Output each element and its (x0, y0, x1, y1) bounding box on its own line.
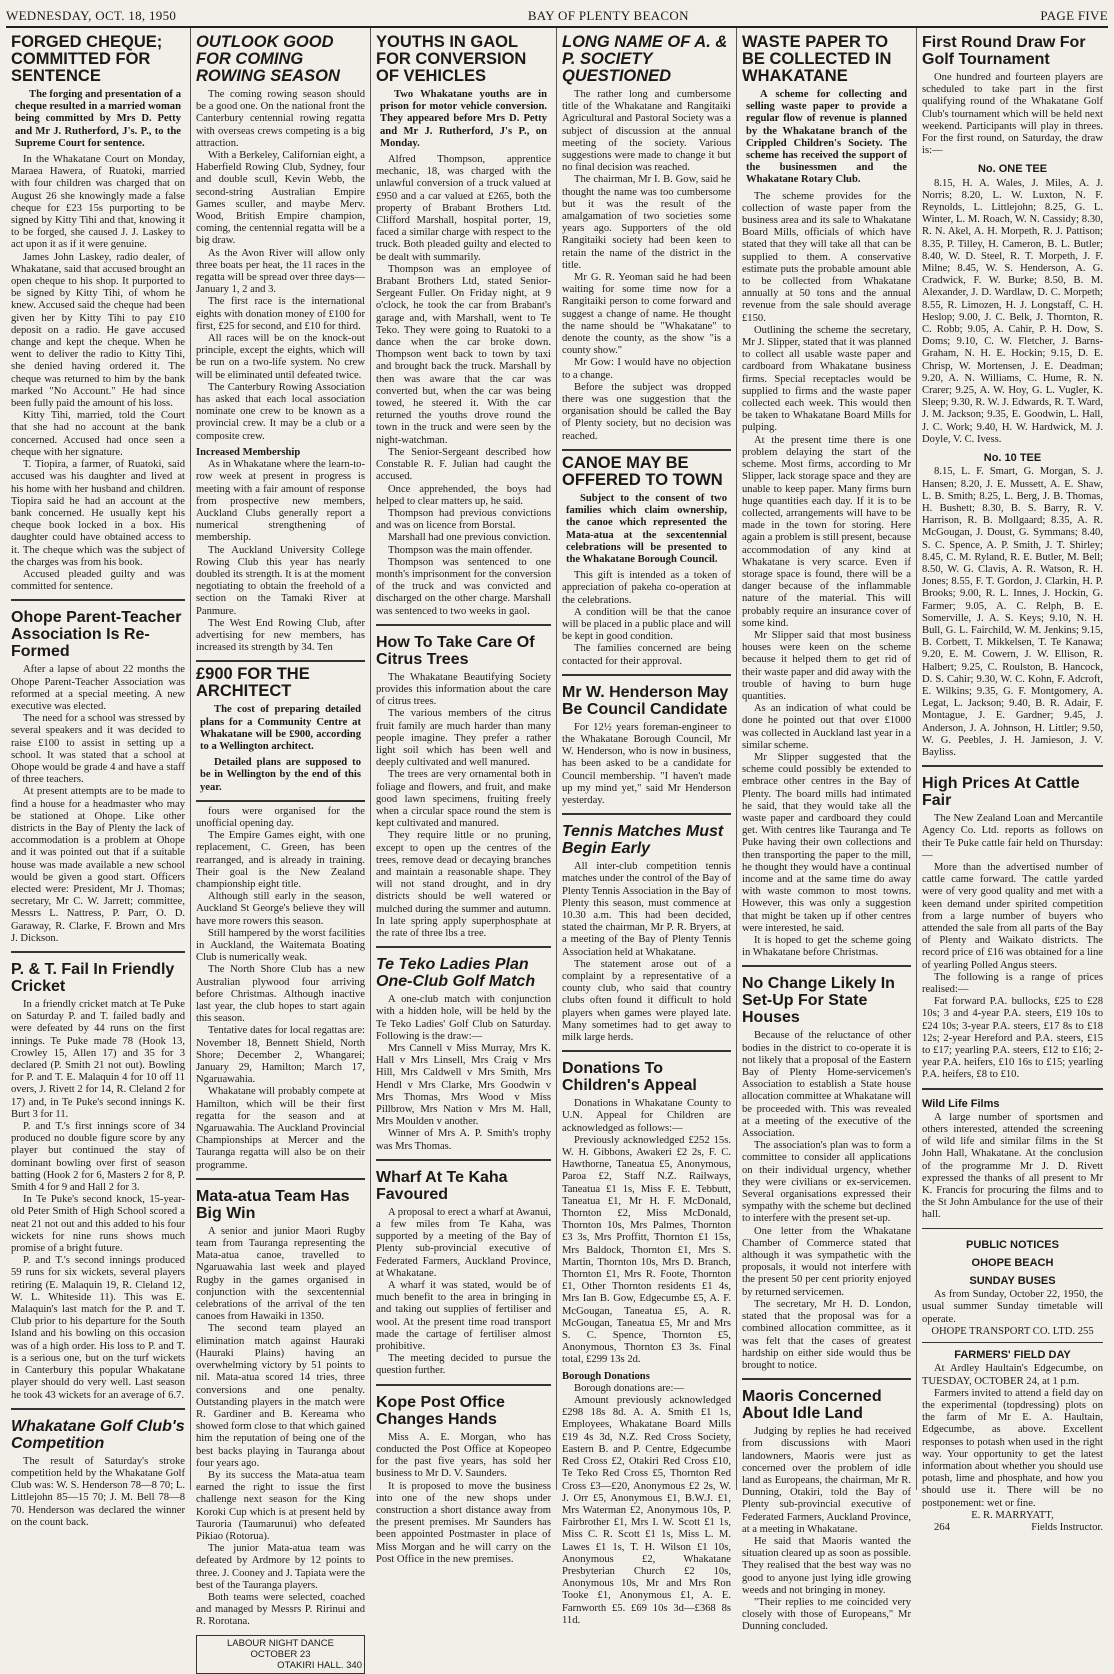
paragraph: 8.15, H. A. Wales, J. Miles, A. J. Norris; 8.20, L. W. Luxton, N. F. Reynolds, L. Littlejohn; 8.25, G. L. Winter, L. M. Roach, W. N. Cassidy; 8.30, R. N. Akel, A. H. Morpeth, R. J. Pattison; 8.35, P. Tilley, H. Cameron, B. L. Butler; 8.40, W. D. Steel, R. T. Morpeth, J. F. Milne; 8.45, W. S. Henderson, A. G. Cradwick, F. W. Burke; 8.50, B. M. Alexander, J. D. Wardlaw, D. C. Morpeth; 8.55, R. Limozen, H. J. Longstaff, C. H. Heslop; 9.00, J. C. Belk, J. Thornton, R. C. Robb; 9.05, A. Cahir, P. H. Dow, S. Doms; 9.10, C. W. Fletcher, J. Barns-Graham, N. H. E. Hockin; 9.15, D. E. Chrisp, W. Mortensen, J. E. Deadman; 9.20, A. N. Williams, C. Hume, R. N. Crarer; 9.25, A. W. Hoy, G. L. Vugler, K. Sleep; 9.30, R. W. J. Edwards, R. T. Ward, J. M. Jackson; 9.35, E. Goodwin, L. Hall, J. C. Work; 9.40, H. W. Hardwick, M. J. Doyle, V. C. Ivess. (922, 177, 1103, 445)
paragraph: The West End Rowing Club, after advertising for new members, has increased its strength by 34. Ten (196, 617, 365, 654)
ad-date: OCTOBER 23 (250, 1648, 311, 1660)
column-4 (557, 28, 737, 1626)
headline-idle-land: Maoris Concerned About Idle Land (742, 1388, 882, 1423)
lede: Detailed plans are supposed to be in Wellington by the end of this year. (200, 757, 361, 793)
paragraph: Marshall had one previous conviction. (388, 532, 551, 544)
lede: The forging and presentation of a cheque resulted in a married woman being committed by Mrs D. Petty and Mr J. Rutherford, J's. P., to the Supreme Court for sentence. (15, 89, 181, 149)
paragraph: Whakatane will probably compete at Hamilton, which will be their first regatta for the season and at Ngaruawahia. The Auckland Provincial Championships at Mercer and the Tauranga regatta will also be on their programme. (196, 1086, 365, 1171)
paragraph: A senior and junior Maori Rugby team from Tauranga representing the Mata-atua canoe, travelled to Ngaruawahia last week and played Rugby in the games organised in conjunction with the sexcentennial celebrations of the arrival of the ten canoes from Hawaiki in 1350. (196, 1225, 365, 1323)
paragraph: After a lapse of about 22 months the Ohope Parent-Teacher Association was reformed at a special meeting. A new executive was elected. (11, 664, 185, 712)
issue-date: WEDNESDAY, OCT. 18, 1950 (6, 8, 177, 23)
paragraph: The rather long and cumbersome title of the Whakatane and Rangitaiki Agricultural and Pastoral Society was a subject of discussion at the annual meeting of the society. Various suggestions were made to change it but no final decision was reached. (562, 89, 731, 174)
paragraph: P. and T.'s first innings score of 34 produced no double figure score by any player but continued the stay of dominant bowling over first of season batting (Hook 2 for 6, Masters 2 for 8, P. Smith 4 for 9 and Hall 2 for 3. (11, 1121, 185, 1194)
ad-number: 340 (346, 1659, 362, 1671)
paragraph: Once apprehended, the boys had helped to clear matters up, he said. (376, 483, 551, 507)
lede: Two Whakatane youths are in prison for motor vehicle conversion. They appeared before Mrs D. Petty and Mr J. Rutherford, J's P., on Monday. (380, 89, 547, 149)
paragraph: They require little or no pruning, except to open up the centres of the trees, remove dead or decaying branches and maintain a reasonable shape. They will not stand drought, and in dry districts should be well watered or mulched during the summer and autumn. In late spring apply superphosphate at the rate of three lbs a tree. (376, 830, 551, 939)
paragraph: The meeting decided to pursue the question further. (376, 1353, 551, 1377)
paragraph: Tentative dates for local regattas are: November 18, Bennett Shield, North Shore; December 2, Whangarei; January 29, Hamilton; March 17, Ngaruawahia. (196, 1025, 365, 1086)
paragraph: P. and T.'s second innings produced 59 runs for six wickets, several players retiring (E. Malaquin 19, R. Cleland 12, W. L. Whiteside 11). This was E. Malaquin's last match for the P. and T. Club prior to his departure for the South Island and his bowling on this occasion was of a high order. His loss to P. and T. is a serious one, but on the turf wickets in Canterbury this popular Whakatane player should do very well. Last season he took 43 wickets for an average of 6.7. (11, 1255, 185, 1401)
notice-number: 264 (934, 1521, 950, 1533)
headline-society-name: LONG NAME OF A. & P. SOCIETY QUESTIONED (562, 33, 728, 85)
notices-heading: PUBLIC NOTICES (966, 1238, 1059, 1251)
headline-te-teko-golf: Te Teko Ladies Plan One-Club Golf Match (376, 956, 536, 991)
headline-wharf: Wharf At Te Kaha Favoured (376, 1168, 508, 1203)
paragraph: Judging by replies he had received from discussions with Maori landowners, Maoris were just as concerned over the problem of idle land as Europeans, the chairman, Mr R. Dunning, Otakiri, told the Bay of Plenty sub-provincial executive of Federated Farmers, Auckland Province, at a meeting in Whakatane. (742, 1426, 911, 1535)
paragraph: fours were organised for the unofficial opening day. (196, 805, 365, 829)
paragraph: Mr G. R. Yeoman said he had been waiting for some time now for a Rangitaiki person to come forward and suggest a change of name. He thought the name should be "Whakatane" to denote the county, as the show "is a county show." (562, 272, 731, 357)
paragraph: As in Whakatane where the learn-to-row week at present in progress is meeting with a fair amount of response from prospective new members, Auckland Clubs generally report a numerical strengthening of membership. (196, 459, 365, 544)
paragraph: The second team played an elimination match against Hauraki (Hauraki Plains) having an overwhelming victory by 51 points to nil. Mata-atua scored 14 tries, three conversions and one penalty. Outstanding players in the match were R. Gardiner and B. Kereama who showed form close to that which gained him the reputation of being one of the best backs playing in Tauranga about four years ago. (196, 1323, 365, 1469)
paragraph: More than the advertised number of cattle came forward. The cattle yarded were of very good quality and met with a keen demand under spirited competition from a large number of buyers who attended the sale from all parts of the Bay of Plenty and Waikato districts. The record price of £16 was obtained for a line of yearling Polled Angus steers. (922, 861, 1103, 971)
paragraph: The junior Mata-atua team was defeated by Ardmore by 12 points to three. J. Cooney and J. Tapiata were the best of the Tauranga players. (196, 1543, 365, 1591)
paragraph: A one-club match with conjunction with a hidden hole, will be held by the Te Teko Ladies' Golf Club on Saturday. Following is the draw:— (376, 994, 551, 1042)
paragraph: Alfred Thompson, apprentice mechanic, 18, was charged with the unlawful conversion of a truck valued at £950 and a car valued at £265, both the property of Brabant Brothers Ltd. Clifford Marshall, hospital porter, 19, faced a similar charge with respect to the truck. Both pleaded guilty and elected to be dealt with summarily. (376, 154, 551, 263)
paragraph: It is hoped to get the scheme going in Whakatane before Christmas. (742, 935, 911, 959)
divider (562, 674, 731, 676)
paragraph: The various members of the citrus fruit family are much harder than many people imagine. They prefer a rather light soil which has been well and deeply cultivated and well manured. (376, 708, 551, 769)
paragraph: Miss A. E. Morgan, who has conducted the Post Office at Kopeopeo for the past five years, has sold her business to Mr D. V. Saunders. (376, 1431, 551, 1480)
divider (922, 1088, 1103, 1090)
dance-advertisement (196, 1635, 365, 1674)
divider (562, 1050, 731, 1052)
paragraph: At present attempts are to be made to find a house for a headmaster who may be stationed at Ohope. Like other districts in the Bay of Plenty the lack of accommodation is a problem at Ohope and it was pointed out that if a suitable house was made available a new school would be given a good start. Officers elected were: President, Mr J. Thomas; secretary, Mr C. W. Jarrett; committee, Messrs L. Nattress, P. Parr, O. D. Garaway, R. Clarke, F. Brown and Mrs J. Dickson. (11, 786, 185, 944)
paragraph: Outlining the scheme the secretary, Mr J. Slipper, stated that it was planned to collect all usable waste paper and cardboard from Whakatane business firms. Special receptacles would be supplied to firms and the waste paper collected each week. This would then be taken to Whakatane Board Mills for pulping. (742, 324, 911, 434)
paragraph: Thompson was an employee of Brabant Brothers Ltd, stated Senior-Sergeant Fuller. On Friday night, at 9 o'clock, he took the car from Brabant's garage and, with Marshall, went to Te Teko. They were going to Ruatoki to a dance when the car broke down. Thompson went back to town by taxi and brought back the truck. Marshall by then was aware that the car was converted but, when the car was being towed, he steered it. With the car returned the youths drove round the town in the truck and were seen by the night-watchman. (376, 263, 551, 446)
column-1 (6, 28, 191, 1528)
paragraph: The New Zealand Loan and Mercantile Agency Co. Ltd. reports as follows on their Te Puke cattle fair held on Thursday:— (922, 813, 1103, 861)
paragraph: In a friendly cricket match at Te Puke on Saturday P. and T. failed badly and were defeated by 44 runs on the first innings. Te Puke made 78 (Hook 13, Crowley 15, Allen 17) and 35 for 3 declared (P. Smith 21 not out). Bowling for P. and T. E. Malaquin 4 for 10 off 11 overs, J. Rivett 2 for 14, R. Cleland 2 for 17) and, in Te Puke's second innings K. Burt 3 for 11. (11, 999, 185, 1120)
notice-text: Farmers invited to attend a field day on the experimental (topdressing) plots on the farm of Mr E. A. Haultain, Edgecumbe, as above. Excellent responses to potash when used in the right way. Your opportunity to get the latest information about whether you should use potash, lime and phosphate, and how you should use it. There will be no postponement: wet or fine. (922, 1387, 1103, 1509)
paragraph: "Their replies to me coincided very closely with those of Europeans," Mr Dunning concluded. (742, 1596, 911, 1633)
notice-signoff (922, 1326, 1103, 1338)
column-6 (917, 28, 1108, 1533)
paragraph: Before the subject was dropped there was one suggestion that the organisation should be called the Bay of Plenty society, but no decision was reached. (562, 381, 731, 442)
paragraph: By its success the Mata-atua team earned the right to issue the first challenge next season for the King Koroki Cup which is at present held by Tauroria (Taumarunui) who defeated Pikiao (Rotorua). (196, 1469, 365, 1542)
paragraph: At the present time there is one problem delaying the start of the scheme. Most firms, according to Mr Slipper, lack storage space and they are unable to keep paper. Many firms burn huge quantities each day. If it is to be collected, arrangements will have to be made in the town for storing. Here again a problem is still present, because accommodation of any kind at Whakatane is very scarce. Even if storage space is found, there will be a danger because of the inflammable nature of the material. This will probably require an insurance cover of some kind. (742, 434, 911, 629)
paragraph: Although still early in the season, Auckland St George's believe they will have more rowers this season. (196, 891, 365, 927)
divider (562, 449, 731, 451)
paragraph: He said that Maoris wanted the situation cleared up as soon as possible. They realised that the best way was no good to anyone just lying idle growing weeds and not bringing in money. (742, 1535, 911, 1596)
headline-childrens-appeal: Donations To Children's Appeal (562, 1060, 697, 1095)
paragraph: One letter from the Whakatane Chamber of Commerce stated that although it was sympathetic with the proposals, it would not interfere with the present 50 per cent priority enjoyed by returned servicemen. (742, 1225, 911, 1298)
paragraph: 8.15, L. F. Smart, G. Morgan, S. J. Hansen; 8.20, J. E. Mussett, A. E. Shaw, L. B. Smith; 8.25, L. Berg, J. B. Thomas, H. Bushett; 8.30, B. S. Barry, R. V. Harrison, R. B. Mollgaard; 8.35, A. R. McGougan, J. Doust, G. Symmans; 8.40, S. C. Spence, A. P. Smith, J. T. Shirley; 8.45, C. M. Ryland, R. E. Butler, M. Bell; 8.50, W. G. Clavis, A. R. Watson, R. H. Jones; 8.55, F. T. Gordon, J. Clarkin, H. P. Brooks; 9.00, R. L. Innes, J. Hockin, G. Farmer; 9.05, A. C. Relph, B. E. Somerville, J. A. S. Keys; 9.10, N. H. Bull, G. L. Fairchild, W. M. Jenkins; 9.15, B. Corbett, T. Mikkelsen, T. Te Kanawa; 9.20, E. M. Cowern, J. W. Ellison, R. Halbert; 9.25, C. Roulston, B. Hancock, D. S. Cahir; 9.30, W. C. Kohn, F. Adcroft, E. Wilkins; 9.35, G. F. Montgomery, A. Legat, L. Jackson; 9.40, B. R. Adair, F. Montague, J. E. Gardner; 9.45, J. Anderson, J. A. Johnson, H. Littler; 9.50, W. G. Peebles, J. H. Jamieson, J. V. Bayliss. (922, 466, 1103, 758)
paragraph: One hundred and fourteen players are scheduled to take part in the first qualifying round of the Whakatane Golf Club's tournament which will be held next weekend. Participants will play in threes. For the first round, on Saturday, the draw is:— (922, 72, 1103, 157)
headline-ohope-pta: Ohope Parent-Teacher Association Is Re-Formed (11, 609, 182, 661)
paragraph: Donations in Whakatane County to U.N. Appeal for Children are acknowledged as follows:— (562, 1098, 731, 1134)
divider (11, 951, 185, 953)
paragraph: Mr Slipper said that most business houses were keen on the scheme because it helped them to get rid of their waste paper and did away with the trouble of having to burn huge quantities. (742, 629, 911, 702)
paragraph: A proposal to erect a wharf at Awanui, a few miles from Te Kaha, was supported by a meeting of the Bay of Plenty sub-provincial executive of Federated Farmers, Auckland Province, at Whakatane. (376, 1206, 551, 1279)
notice-signoff (922, 1522, 1103, 1534)
paragraph: Mrs Cannell v Miss Murray, Mrs K. Hall v Mrs Linsell, Mrs Craig v Mrs Hill, Mrs Caldwell v Mrs Smith, Mrs Hendl v Mrs Clarke, Mrs Goodwin v Mrs Thomas, Mrs Wood v Miss Pillbrow, Mrs Nation v Mrs M. Hall, Mrs Moulden v another. (376, 1043, 551, 1128)
notice-company: OHOPE TRANSPORT CO. LTD. (931, 1325, 1076, 1337)
paragraph: Mr Gow: I would have no objection to a change. (562, 357, 731, 381)
paragraph: A wharf it was stated, would be of much benefit to the area in bringing in and taking out supplies of fertiliser and wool. At the present time road transport made the cartage of fertiliser almost prohibitive. (376, 1280, 551, 1353)
public-notices (922, 1228, 1103, 1343)
notice-title-role: Fields Instructor. (1031, 1521, 1103, 1533)
headline-tennis: Tennis Matches Must Begin Early (562, 823, 724, 858)
paragraph: Thompson was sentenced to one month's imprisonment for the conversion of the truck and was convicted and discharged on the other charge. Marshall was sentenced to two weeks in gaol. (376, 556, 551, 617)
headline-golf-competition: Whakatane Golf Club's Competition (11, 1417, 185, 1452)
paragraph: Amount previously acknowledged £298 18s 8d. A. A. Smith £1 1s, Employees, Whakatane Board Mills £19 4s 3d, N.Z. Red Cross Society, Eastern B. and P. Centre, Edgecumbe Red Cross £2, Otakiri Red Cross £10, Te Teko Red Cross £5, Thornton Red Cross £3—£20, Anonymous £2 2s, W. J. Orr £5, Anonymous £1, B.W.J. £1, Mrs Waterman £2, Anonymous 10s, P. Fairbrother £1, Mrs I. W. Scott £1 1s, Miss C. R. Scott £1 1s, Miss L. M. Lawes £1 1s, T. H. Wilson £1 10s, Anonymous £2, Whakatane Presbyterian Church £2 10s, Anonymous 10s, Mr and Mrs Ron Tooke £1, Anonymous £1, A. E. Farnworth £5. £69 10s 3d—£368 8s 11d. (562, 1395, 731, 1626)
paragraph: Mr Slipper suggested that the scheme could possibly be extended to embrace other centres in the Bay of Plenty. The board mills had intimated he said, that they would take all the waste paper and cardboard they could get. With centres like Tauranga and Te Puke having their own collections and then transporting the paper to the mill, he thought they would have a continual income and at the same time do away with waste common to most towns. However, this was only a suggestion that might be taken up if other centres were interested, he said. (742, 751, 911, 934)
paragraph: Borough donations are:— (574, 1382, 685, 1394)
column-5 (737, 28, 917, 1633)
paragraph: The coming rowing season should be a good one. On the national front the Canterbury centennial rowing regatta with overseas crews competing is a big attraction. (196, 89, 365, 149)
tee-heading: No. 10 TEE (983, 452, 1042, 465)
headline-rowing: OUTLOOK GOOD FOR COMING ROWING SEASON (196, 33, 340, 85)
headline-youths-gaol: YOUTHS IN GAOL FOR CONVERSION OF VEHICLES (376, 33, 527, 85)
paragraph: Winner of Mrs A. P. Smith's trophy was Mrs Thomas. (376, 1128, 551, 1152)
divider (376, 624, 551, 626)
notice-number: 255 (1077, 1325, 1094, 1337)
paragraph: The families concerned are being contacted for their approval. (562, 643, 731, 667)
subheading: Increased Membership (196, 446, 301, 458)
lede: Subject to the consent of two families which claim ownership, the canoe which represented the Mata-atua at the sexcentennial celebrations will be presented to the Whakatane Borough Council. (566, 492, 727, 565)
paragraph: The first race is the international eights with donation money of £100 for first, £25 for second, and £10 for third. (196, 296, 365, 332)
headline-canoe: CANOE MAY BE OFFERED TO TOWN (562, 453, 723, 489)
tee-heading: No. ONE TEE (977, 163, 1048, 176)
paragraph: Fat forward P.A. bullocks, £25 to £28 10s; 3 and 4-year P.A. steers, £19 10s to £24 10s; 3-year P.A. steers, £17 8s to £18 12s; 2-year Hereford and P.A. steers, £15 to £17; yearling P.A. steers, £12 to £16; 2-year P.A. heifers, £10 16s to £15; yearling P.A. heifers, £8 to £10. (922, 996, 1103, 1081)
divider (196, 800, 365, 802)
paragraph: It is proposed to move the business into one of the new shops under construction a short distance away from the present premises. Mr Saunders has been appointed Postmaster in place of Miss Morgan and he will carry on the Post Office in the new premises. (376, 1480, 551, 1565)
paragraph: The Auckland University College Rowing Club this year has nearly doubled its strength. It is at the moment negotiating to obtain the freehold of a section on the Tamaki River at Panmure. (196, 544, 365, 617)
paragraph: In Te Puke's second knock, 15-year-old Peter Smith of High School scored a neat 21 not out and this added to his four wickets for nine runs shows much promise of a bright future. (11, 1194, 185, 1255)
paragraph: The association's plan was to form a committee to consider all applications on their individual urgency, whether they were civilians or ex-servicemen. Several organisations expressed their sympathy with the scheme but declined to interfere with the present set-up. (742, 1140, 911, 1225)
paragraph: The trees are very ornamental both in foliage and flowers, and fruit, and make good lawn specimens, fruiting freely when a circular space round the stem is kept cultivated and manured. (376, 769, 551, 830)
ad-title: LABOUR NIGHT DANCE (227, 1637, 334, 1649)
notice-text: As from Sunday, October 22, 1950, the usual summer Sunday timetable will operate. (922, 1289, 1103, 1325)
divider (562, 813, 731, 815)
paragraph: With a Berkeley, Californian eight, a Haberfield Rowing Club, Sydney, four and double scull, Kevin Webb, the second-string Australian Empire Games sculler, and maybe Merv. Wood, British Empire champion, coming, the centennial regatta will be a big draw. (196, 150, 365, 247)
paragraph: The secretary, Mr H. D. London, stated that the proposal was for a combined allocation committee, as it was felt that the cases of greatest hardship on either side would thus be brought to notice. (742, 1298, 911, 1371)
paragraph: As the Avon River will allow only three boats per heat, the 11 races in the regatta will be spread over three days—January 1, 2 and 3. (196, 247, 365, 296)
page-number: PAGE FIVE (1040, 8, 1108, 23)
headline-forged-cheque: FORGED CHEQUE; COMMITTED FOR SENTENCE (11, 33, 163, 85)
lede: The cost of preparing detailed plans for a Community Centre at Whakatane will be £900, according to a Wellington architect. (200, 704, 361, 752)
paragraph: The statement arose out of a complaint by a representative of a county club, who said that country clubs often found it difficult to hold players when games were played late. Many sometimes had to get away to milk large herds. (562, 958, 731, 1043)
column-2 (191, 28, 371, 1671)
ad-venue: OTAKIRI HALL. (277, 1659, 344, 1671)
paragraph: James John Laskey, radio dealer, of Whakatane, said that accused brought an open cheque to his shop. It purported to be signed by Kitty Tihi, of whom he knew. Accused said the cheque had been given her by Kitty Tihi to pay £10 deposit on a radio. He gave accused change and kept the cheque. When he went to deliver the radio to Kitty Tihi, she denied having ordered it. The cheque was returned to him by the bank marked "No Account." He had since been fully paid the amount of his loss. (11, 251, 185, 410)
headline-state-houses: No Change Likely In Set-Up For State Houses (742, 975, 895, 1027)
paragraph: Previously acknowledged £252 15s. W. H. Gibbons, Awakeri £2 2s, F. C. Hawthorne, Taneatua £5, Anonymous, Paroa £2, Staff N.Z. Railways, Taneatua £1 1s, Miss F. E. Tebbutt, Taneatua £1, Mr H. F. McDonald, Thornton £2, Miss McDonald, Thornton 10s, Mrs Palmes, Thornton £3 3s, Mrs Proffitt, Thornton £1 15s, Mrs Baldock, Thornton £1, Mrs S. Martin, Thornton 10s, Mrs D. Branch, Thornton £1, Mrs R. Foote, Thornton £1, Other Thornton residents £1 4s, Mrs Ian B. Gow, Edgecumbe £5, A. F. McGougan, Taneatua £5, A. R. McGougan, Taneatua £5, Mr and Mrs S. C. Spence, Thornton £5, Anonymous, Thornton £3 3s. Final total, £299 13s 2d. (562, 1134, 731, 1366)
divider (196, 660, 365, 662)
lede: A scheme for collecting and selling waste paper to provide a regular flow of revenue is planned by the Whakatane branch of the Crippled Children's Society. The scheme has received the support of the businessmen and the Whakatane Rotary Club. (746, 89, 907, 186)
paragraph: For 12½ years foreman-engineer to the Whakatane Borough Council, Mr W. Henderson, who is now in business, has been asked to be a candidate for Council membership. "I haven't made up my mind yet," said Mr Henderson yesterday. (562, 721, 731, 806)
notice-subtitle: SUNDAY BUSES (969, 1275, 1056, 1288)
headline-kope-post-office: Kope Post Office Changes Hands (376, 1393, 505, 1428)
paragraph: T. Tiopira, a farmer, of Ruatoki, said accused was his daughter and lived at his home with her husband and children. Tiopira said he had an account at the bank concerned. He usually kept his cheque book locked in a box. His daughter could have obtained access to it. The cheque which was the subject of the charges was from his book. (11, 459, 185, 568)
headline-cattle-fair: High Prices At Cattle Fair (922, 775, 1080, 810)
divider (742, 1378, 911, 1380)
notice-signoff: E. R. MARRYATT, (971, 1509, 1054, 1521)
headline-cricket: P. & T. Fail In Friendly Cricket (11, 961, 175, 995)
notice-title: OHOPE BEACH (971, 1256, 1054, 1269)
paragraph: The scheme provides for the collection of waste paper from the business area and its sale to Whakatane Board Mills, officials of which have stated that they will take all that can be supplied to them. A conservative estimate puts the probable amount able to be collected from Whakatane annually at 50 tons and the annual revenue from the sale should average £150. (742, 190, 911, 324)
headline-henderson: Mr W. Henderson May Be Council Candidate (562, 683, 729, 718)
headline-golf-draw: First Round Draw For Golf Tournament (922, 34, 1086, 68)
paragraph: Thompson was the main offender. (388, 544, 533, 556)
paragraph: The chairman, Mr I. B. Gow, said he thought the name was too cumbersome but it was the result of the amalgamation of two societies some years ago. Supporters of the old Rangitaiki society had been keen to retain the name of the district in the title. (562, 174, 731, 271)
paragraph: Thompson had previous convictions and was on licence from Borstal. (376, 507, 551, 532)
paragraph: The Senior-Sergeant described how Constable R. F. Julian had caught the accused. (376, 446, 551, 483)
paragraph: The Empire Games eight, with one replacement, C. Green, has been rearranged, and is already in training. Their goal is the New Zealand championship eight title. (196, 830, 365, 890)
headline-citrus: How To Take Care Of Citrus Trees (376, 633, 535, 668)
paragraph: The need for a school was stressed by several speakers and it was decided to raise £100 to assist in setting up a school. It was stated that a school at Ohope would be grade 4 and have a staff of three teachers. (11, 713, 185, 786)
paragraph: Because of the reluctance of other bodies in the district to co-operate it is not likely that a proposal of the Eastern Bay of Plenty Home-servicemen's Association to establish a State house allocation committee at Whakatane will be proceeded with. This was revealed at a meeting of the executive of the Association. (742, 1030, 911, 1140)
paragraph: The North Shore Club has a new Australian plywood four arriving before Christmas. Although inactive last year, the club hopes to start again this season. (196, 964, 365, 1025)
notice-text: At Ardley Haultain's Edgecumbe, on TUESDAY, OCTOBER 24, at 1 p.m. (922, 1363, 1103, 1387)
paragraph: The following is a range of prices realised:— (922, 971, 1103, 996)
headline-mata-atua: Mata-atua Team Has Big Win (196, 1187, 350, 1222)
paragraph: Both teams were selected, coached and managed by Messrs P. Ririnui and R. Rorotana. (196, 1591, 365, 1628)
divider (376, 1159, 551, 1161)
headline-waste-paper: WASTE PAPER TO BE COLLECTED IN WHAKATANE (742, 33, 892, 85)
paragraph: Accused pleaded guilty and was committed for sentence. (11, 568, 185, 593)
headline-architect: £900 FOR THE ARCHITECT (196, 665, 310, 701)
subheading: Borough Donations (562, 1370, 650, 1382)
paragraph: In the Whakatane Court on Monday, Maraea Hawera, of Ruatoki, married with four children was charged that on August 26 she knowingly made a false cheque for £23 15s purporting to be signed by Kitty Tihi and that, knowing it to be forged, she caused J. J. Laskey to act upon it as if it were genuine. (11, 154, 185, 251)
paragraph: The Whakatane Beautifying Society provides this information about the care of citrus trees. (376, 671, 551, 708)
column-3 (371, 28, 557, 1565)
paragraph: All inter-club competition tennis matches under the control of the Bay of Plenty Tennis Association in the Bay of Plenty this season, must commence at 10.30 a.m. This had been decided, stated the chairman, Mr P. R. Bryers, at a meeting of the Bay of Plenty Tennis Association held at Whakatane. (562, 861, 731, 958)
paragraph: Still hampered by the worst facilities in Auckland, the Waitemata Boating Club is numerically weak. (196, 927, 365, 964)
paper-name: BAY OF PLENTY BEACON (527, 8, 689, 23)
paragraph: A large number of sportsmen and others interested, attended the screening of wild life and similar films in the St John Hall, Whakatane. At the conclusion of the programme Mr J. D. Rivett expressed the thanks of all present to Mr K. Francis for procuring the films and to the St John Ambulance for the use of their hall. (922, 1111, 1103, 1221)
paragraph: As an indication of what could be done he pointed out that over £1000 was collected in Auckland last year in a similar scheme. (742, 703, 911, 751)
paragraph: All races will be on the knock-out principle, except the eights, which will be run on a two-life system. No crew will be eliminated until defeated twice. (196, 333, 365, 381)
divider (376, 1384, 551, 1386)
paragraph: This gift is intended as a token of appreciation of pakeha co-operation at the celebrations. (562, 570, 731, 606)
paragraph: A condition will be that the canoe will be placed in a public place and will be kept in good condition. (562, 606, 731, 643)
divider (922, 765, 1103, 767)
paragraph: The result of Saturday's stroke competition held by the Whakatane Golf Club was: W. S. Henderson 78—8 70; L. Littlejohn 85—15 70; J. M. Bell 78—8 70. Henderson was declared the winner on the count back. (11, 1455, 185, 1528)
masthead (6, 4, 1108, 28)
divider (11, 1408, 185, 1410)
divider (742, 965, 911, 967)
divider (376, 946, 551, 948)
field-day-heading: FARMERS' FIELD DAY (954, 1349, 1071, 1362)
headline-wild-life-films: Wild Life Films (922, 1097, 1000, 1110)
paragraph: The Canterbury Rowing Association has asked that each local association nominate one crew to be known as a provincial crew. It may be a club or a composite crew. (196, 381, 365, 442)
divider (196, 1178, 365, 1180)
divider (11, 599, 185, 601)
paragraph: Kitty Tihi, married, told the Court that she had no account at the bank concerned. Accused had once seen a cheque with her signature. (11, 410, 185, 458)
